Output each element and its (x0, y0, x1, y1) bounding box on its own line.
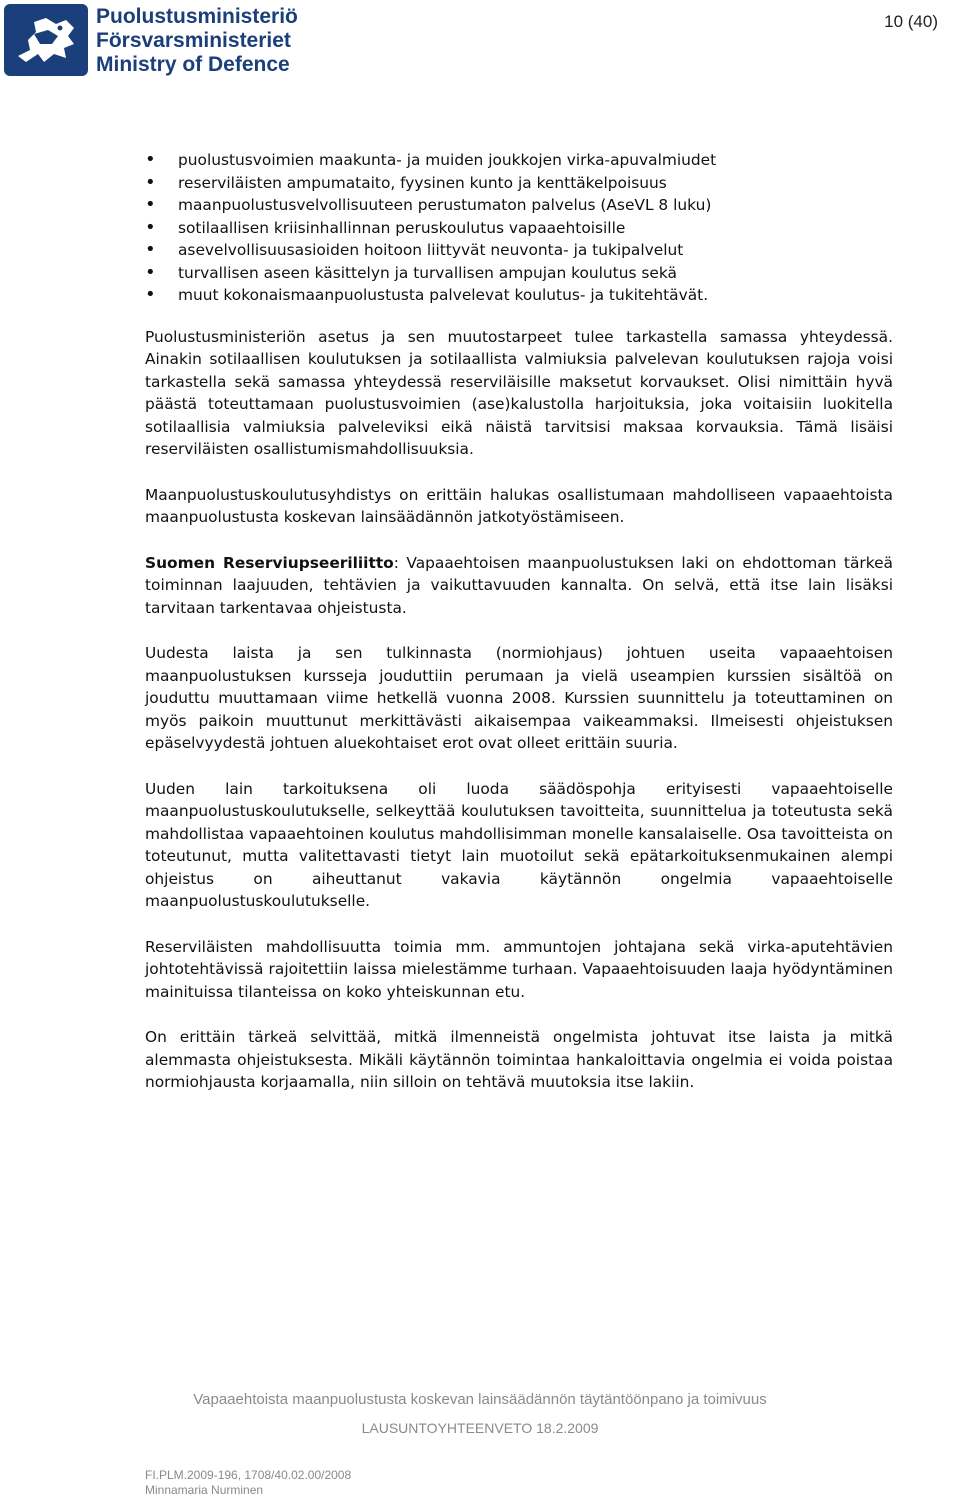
paragraph-decree: Puolustusministeriön asetus ja sen muutostarpeet tulee tarkastella samassa yhteydessä. Ainakin sotilaallisen koulutuksen ja sotilaallista valmiuksia palvelevan koulutuksen rajoja voisi tarkastella sekä samassa yhteydessä reserviläisille maksetut korvaukset. Olisi nimittäin hyvä päästä toteuttamaan puolustusvoimien (ase)kalustolla harjoituksia, joka voitaisiin luokitella sotilaallisia valmiuksia palveleviksi eikä näistä tarvitsisi maksaa korvauksia. Tämä lisäisi reserviläisten osallistumismahdollisuuksia. (145, 327, 893, 458)
list-item: • reserviläisten ampumataito, fyysinen kunto ja kenttäkelpoisuus (145, 172, 893, 195)
paragraph-courses: Uudesta laista ja sen tulkinnasta (normiohjaus) johtuen useita vapaaehtoisen maanpuolustuksen kursseja jouduttiin perumaan ja vielä useampien kurssien sisältöä on jouduttu muuttamaan viime hetkellä vuonna 2008. Kurssien suunnittelu ja toteuttaminen on myös paikoin muuttunut merkittävästi aikaisempaa vaikeammaksi. Ilmeisesti ohjeistuksen epäselvyydestä johtuen aluekohtaiset erot ovat olleet erittäin suuria. (145, 644, 893, 752)
paragraph-purpose: Uuden lain tarkoituksena oli luoda säädöspohja erityisesti vapaaehtoiselle maanpuolustuskoulutukselle, selkeyttää koulutuksen tavoitteita, suunnittelua ja toteutusta sekä mahdollistaa vapaaehtoinen koulutus mahdollisimman monelle kansalaiselle. Osa tavoitteista on toteutunut, mutta valitettavasti tietyt lain muotoilut sekä epätarkoituksenmukainen alempi ohjeistus on aiheuttanut vakavia käytännön ongelmia vapaaehtoiselle maanpuolustuskoulutukselle. (145, 779, 893, 910)
footer-reference (145, 1468, 351, 1498)
list-item: • asevelvollisuusasioiden hoitoon liittyvät neuvonta- ja tukipalvelut (145, 239, 893, 262)
paragraph-text: : Vapaaehtoisen maanpuolustuksen laki on ehdottoman tärkeä toiminnan laajuuden, tehtävien ja vaikuttavuuden kannalta. On selvä, että itse lain lisäksi tarvitaan tarkentavaa ohjeistusta. (145, 553, 893, 617)
logo-text-swedish: Försvarsministeriet (96, 29, 291, 52)
logo-text-finnish: Puolustusministeriö (96, 5, 298, 28)
paragraph-mpk: Maanpuolustuskoulutusyhdistys on erittäin halukas osallistumaan mahdolliseen vapaaehtoista maanpuolustusta koskevan lainsäädännön jatkotyöstämiseen. (145, 485, 893, 526)
list-item: • maanpuolustusvelvollisuuteen perustumaton palvelus (AseVL 8 luku) (145, 194, 893, 217)
footer-subtitle: LAUSUNTOYHTEENVETO 18.2.2009 (361, 1420, 599, 1436)
page-number: 10 (40) (884, 12, 938, 31)
list-item: • puolustusvoimien maakunta- ja muiden joukkojen virka-apuvalmiudet (145, 149, 893, 172)
footer-author: Minnamaria Nurminen (145, 1483, 264, 1497)
paragraph-reserve-officers (145, 552, 893, 620)
footer-ref-number: FI.PLM.2009-196, 1708/40.02.00/2008 (145, 1468, 352, 1482)
list-item: • sotilaallisen kriisinhallinnan peruskoulutus vapaaehtoisille (145, 217, 893, 240)
paragraph-reservists: Reserviläisten mahdollisuutta toimia mm. ammuntojen johtajana sekä virka-aputehtävien johtotehtävissä rajoitettiin laissa mielestämme turhaan. Vapaaehtoisuuden laaja hyödyntäminen mainituissa tilanteissa on koko yhteiskunnan etu. (145, 937, 893, 1001)
ministry-logo (4, 4, 334, 76)
paragraph-conclusion: On erittäin tärkeä selvittää, mitkä ilmenneistä ongelmista johtuvat itse laista ja mitkä alemmasta ohjeistuksesta. Mikäli käytännön toimintaa hankaloittavia ongelmia ei voida poistaa normiohjausta korjaamalla, niin silloin on tehtävä muutoksia itse lakiin. (145, 1028, 893, 1091)
document-body (145, 149, 893, 1094)
bullet-list (145, 149, 893, 307)
logo-text-english: Ministry of Defence (96, 53, 290, 76)
organization-name: Suomen Reserviupseeriliitto (145, 553, 394, 572)
lion-crest-icon (4, 4, 88, 76)
list-item: • muut kokonaismaanpuolustusta palvelevat koulutus- ja tukitehtävät. (145, 284, 893, 307)
footer-title: Vapaaehtoista maanpuolustusta koskevan lainsäädännön täytäntöönpano ja toimivuus (193, 1391, 767, 1408)
list-item: • turvallisen aseen käsittelyn ja turvallisen ampujan koulutus sekä (145, 262, 893, 285)
